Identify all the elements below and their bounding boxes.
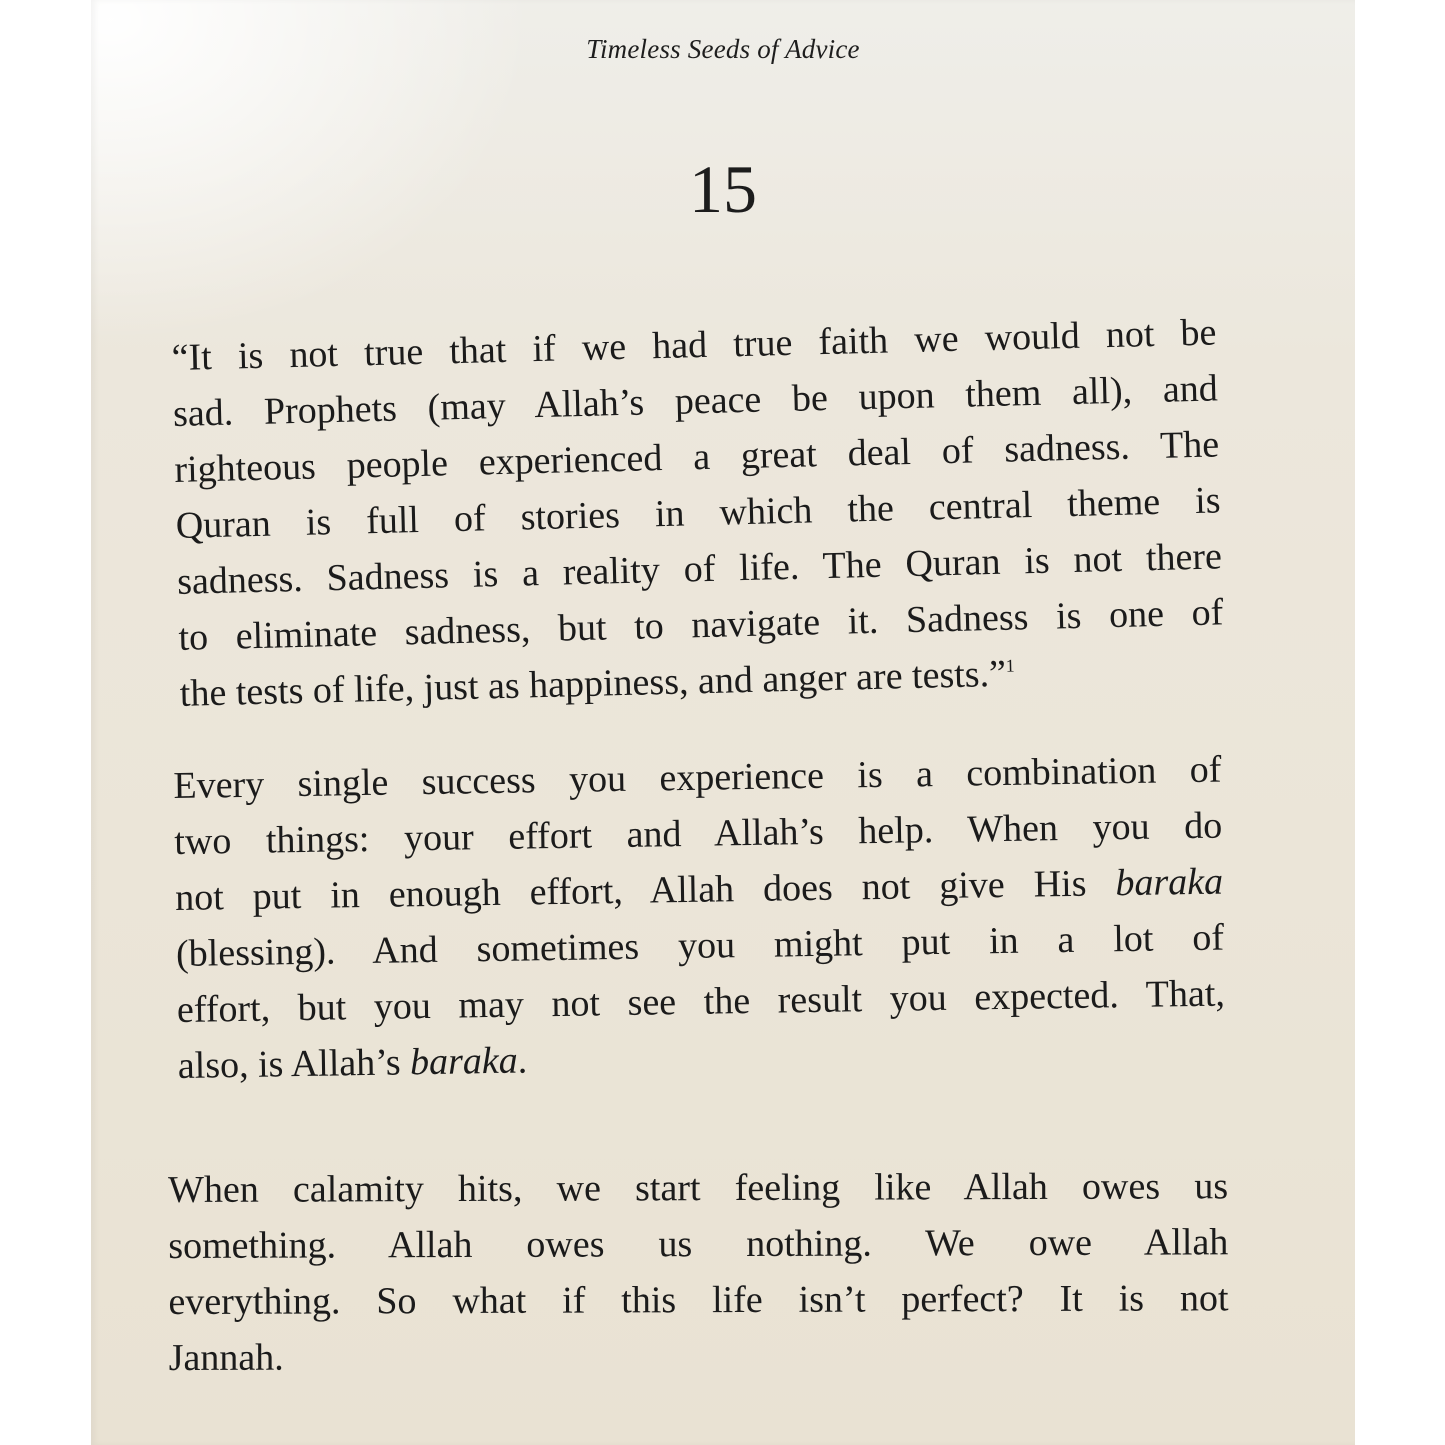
footnote-marker: 1 [1005,655,1015,676]
text-line: “It is not true that if we had true faith we would not be [171,311,1217,379]
text-line: Every single success you experience is a combination of [173,748,1222,807]
text-segment: . [517,1039,528,1082]
text-line-content: the tests of life, just as happiness, and anger are tests.” [179,652,1007,715]
text-line: to eliminate sadness, but to navigate it. Sadness is one of [178,591,1224,659]
text-line: sad. Prophets (may Allah’s peace be upon them all), and [172,367,1219,435]
text-segment: not put in enough effort, Allah does not give His [174,862,1116,919]
italic-term: baraka [409,1039,519,1084]
text-line: everything. So what if this life isn’t perfect? It is not [168,1277,1229,1323]
text-line: Jannah. [168,1336,284,1379]
chapter-number: 15 [689,151,757,227]
effort-paragraph [173,742,1226,1094]
quote-paragraph [171,304,1225,721]
text-line: two things: your effort and Allah’s help. When you do [173,804,1223,863]
running-head: Timeless Seeds of Advice [586,34,860,64]
text-line: (blessing). And sometimes you might put in a lot of [175,916,1225,975]
text-line: righteous people experienced a great deal of sadness. The [173,423,1220,491]
calamity-paragraph [168,1158,1229,1386]
text-line: effort, but you may not see the result you expected. That, [176,972,1226,1031]
text-line: When calamity hits, we start feeling like Allah owes us [168,1165,1229,1211]
text-line: something. Allah owes us nothing. We owe Allah [168,1221,1229,1267]
text-line: sadness. Sadness is a reality of life. The Quran is not there [176,535,1223,603]
book-page [91,0,1355,1445]
text-line: Quran is full of stories in which the central theme is [175,479,1221,547]
italic-term: baraka [1115,860,1224,905]
text-segment: also, is Allah’s [177,1041,411,1087]
